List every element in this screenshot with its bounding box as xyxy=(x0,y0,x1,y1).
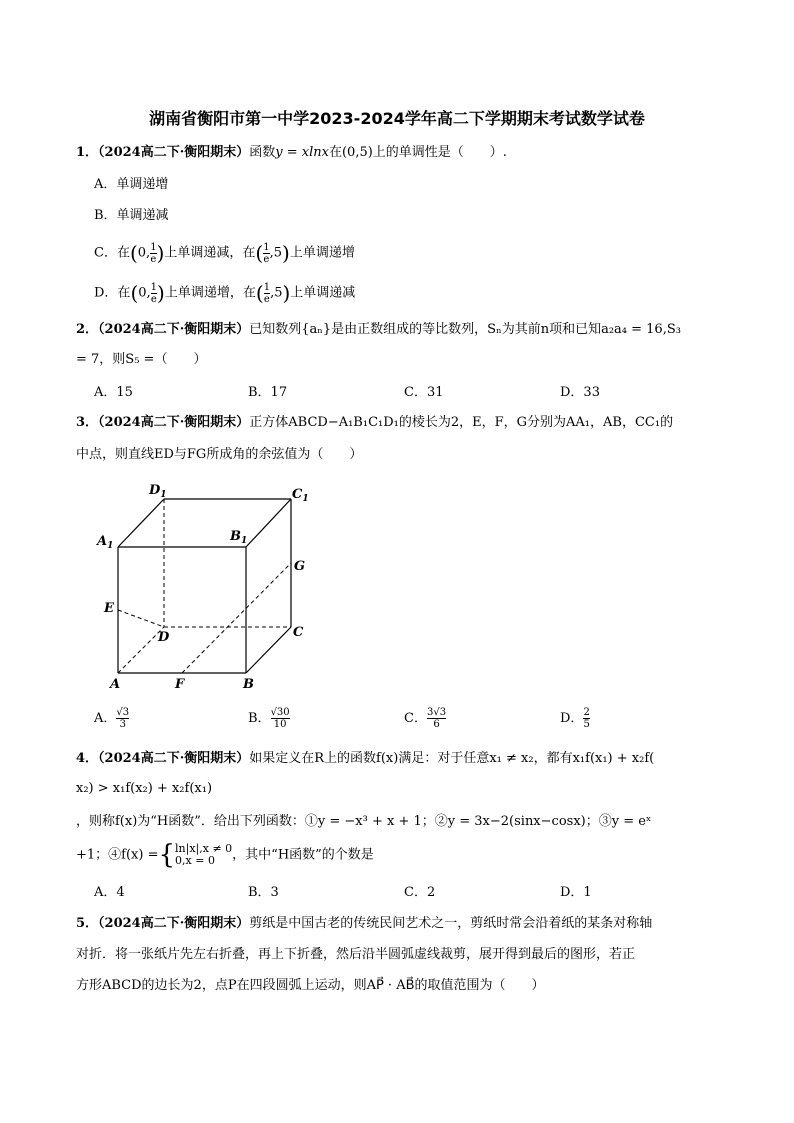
question-4-stem-cont: +1；④f(x) ={ ln|x|,x ≠ 0 0,x = 0 ，其中“H函数”的个数是 xyxy=(76,840,374,870)
label-a1: $A_1$ xyxy=(97,534,114,551)
label-c1: $C_1$ xyxy=(292,487,309,504)
question-3-stem xyxy=(76,414,673,432)
interval-end: 5 xyxy=(273,245,282,261)
question-source: （2024高二下·衡阳期末） xyxy=(98,751,250,766)
label-d1: $D_1$ xyxy=(149,483,167,500)
fraction-1-over-e: $\frac{1}{e}$ xyxy=(150,281,158,305)
answer-fraction: $\frac{3√3}{6}$ xyxy=(426,707,447,730)
question-3-stem-cont: 中点，则直线ED与FG所成角的余弦值为（ ） xyxy=(76,447,363,462)
edge-a1d1 xyxy=(118,499,164,547)
piecewise-cases: ln|x|,x ≠ 0 0,x = 0 xyxy=(175,842,233,867)
stem-text: 已知数列{aₙ}是由正数组成的等比数列，Sₙ为其前n项和已知a₂a₄ = 16,S₃ xyxy=(249,322,681,337)
stem-text: 剪纸是中国古老的传统民间艺术之一，剪纸时常会沿着纸的某条对称轴 xyxy=(249,916,653,931)
option-a: A．15 xyxy=(94,385,133,400)
fraction-1-over-e: $\frac{1}{e}$ xyxy=(150,241,157,265)
option-c: C．31 xyxy=(404,385,444,400)
option-d: D．33 xyxy=(560,385,600,400)
option-c: C． $\frac{3√3}{6}$ xyxy=(404,707,447,730)
option-text: 上单调递减，在 xyxy=(164,245,256,261)
option-c: C．在(0, $\frac{1}{e}$ )上单调递减，在( $\frac{1}{e}$ ,5)上单调递增 xyxy=(94,241,355,265)
interval-start: 0 xyxy=(137,245,147,261)
question-number: 4． xyxy=(76,751,99,766)
edge-bc xyxy=(246,627,291,673)
question-2-stem-cont: = 7，则S₅ =（ ） xyxy=(76,352,207,367)
option-text: C．在 xyxy=(94,245,130,261)
option-b: B．17 xyxy=(248,385,288,400)
option-d: D． $\frac{2}{5}$ xyxy=(560,707,590,730)
label-b: B xyxy=(243,677,254,692)
option-d: D．1 xyxy=(560,885,592,900)
answer-fraction: $\frac{√3}{3}$ xyxy=(116,707,130,730)
stem-text: 正方体ABCD−A₁B₁C₁D₁的棱长为2，E，F，G分别为AA₁，AB，CC₁的 xyxy=(249,415,674,430)
question-source: （2024高二下·衡阳期末） xyxy=(98,145,250,160)
answer-fraction: $\frac{2}{5}$ xyxy=(583,707,590,730)
page-title: 湖南省衡阳市第一中学2023-2024学年高二下学期期末考试数学试卷 xyxy=(149,109,645,128)
option-a: A．4 xyxy=(94,885,125,900)
label-d: D xyxy=(158,630,170,645)
option-b: B．3 xyxy=(248,885,279,900)
segment-fg xyxy=(182,563,291,673)
question-5-stem-cont: 对折．将一张纸片先左右折叠，再上下折叠，然后沿半圆弧虚线裁剪，展开得到最后的图形，若正 xyxy=(76,947,636,962)
question-source: （2024高二下·衡阳期末） xyxy=(98,415,250,430)
label-e: E xyxy=(104,601,114,616)
option-text: 上单调递减 xyxy=(290,285,356,301)
option-a: A． $\frac{√3}{3}$ xyxy=(94,707,130,730)
question-4-stem-cont: ，则称f(x)为“H函数”．给出下列函数：①y = −x³ + x + 1；②y = 3x−2(sinx−cosx)；③y = eˣ xyxy=(76,814,652,829)
question-number: 3． xyxy=(76,415,99,430)
label-a: A xyxy=(110,677,121,692)
question-number: 1． xyxy=(76,145,99,160)
option-text: 上单调递增 xyxy=(289,245,355,261)
question-2-stem xyxy=(76,321,681,339)
label-c: C xyxy=(293,625,304,640)
segment-ed xyxy=(118,610,164,627)
question-1-stem xyxy=(76,144,507,162)
label-g: G xyxy=(294,559,306,574)
label-f: F xyxy=(175,677,185,692)
answer-fraction: $\frac{√30}{10}$ xyxy=(270,707,290,730)
question-5-stem xyxy=(76,915,652,933)
option-d: D．在(0, $\frac{1}{e}$ )上单调递增，在( $\frac{1}{e}$ ,5)上单调递减 xyxy=(94,281,356,305)
option-c: C．2 xyxy=(404,885,436,900)
option-a: A．单调递增 xyxy=(94,177,169,192)
question-4-stem xyxy=(76,750,654,768)
question-number: 2． xyxy=(76,322,99,337)
function-expression: y = xlnx xyxy=(275,145,329,160)
question-source: （2024高二下·衡阳期末） xyxy=(98,916,250,931)
edge-b1c1 xyxy=(246,499,291,547)
stem-text: 函数 xyxy=(249,145,276,160)
interval-start: 0 xyxy=(138,285,147,301)
question-number: 5． xyxy=(76,916,99,931)
question-4-stem-cont: x₂) > x₁f(x₂) + x₂f(x₁) xyxy=(76,781,213,796)
option-text: D．在 xyxy=(94,285,131,301)
cube-diagram xyxy=(96,478,326,693)
label-b1: $B_1$ xyxy=(230,529,248,546)
stem-text: 在(0,5)上的单调性是（ ）. xyxy=(328,145,507,160)
question-5-stem-cont: 方形ABCD的边长为2，点P在四段圆弧上运动，则AP⃗ · AB⃗的取值范围为（ ） xyxy=(76,978,545,993)
question-source: （2024高二下·衡阳期末） xyxy=(98,322,250,337)
fraction-1-over-e: $\frac{1}{e}$ xyxy=(263,281,271,305)
stem-text: 如果定义在R上的函数f(x)满足：对于任意x₁ ≠ x₂，都有x₁f(x₁) + x₂f( xyxy=(249,751,655,766)
option-text: 上单调递增，在 xyxy=(164,285,256,301)
interval-end: 5 xyxy=(274,285,283,301)
option-b: B．单调递减 xyxy=(94,208,169,223)
option-b: B． $\frac{√30}{10}$ xyxy=(248,707,290,730)
fraction-1-over-e: $\frac{1}{e}$ xyxy=(263,241,270,265)
